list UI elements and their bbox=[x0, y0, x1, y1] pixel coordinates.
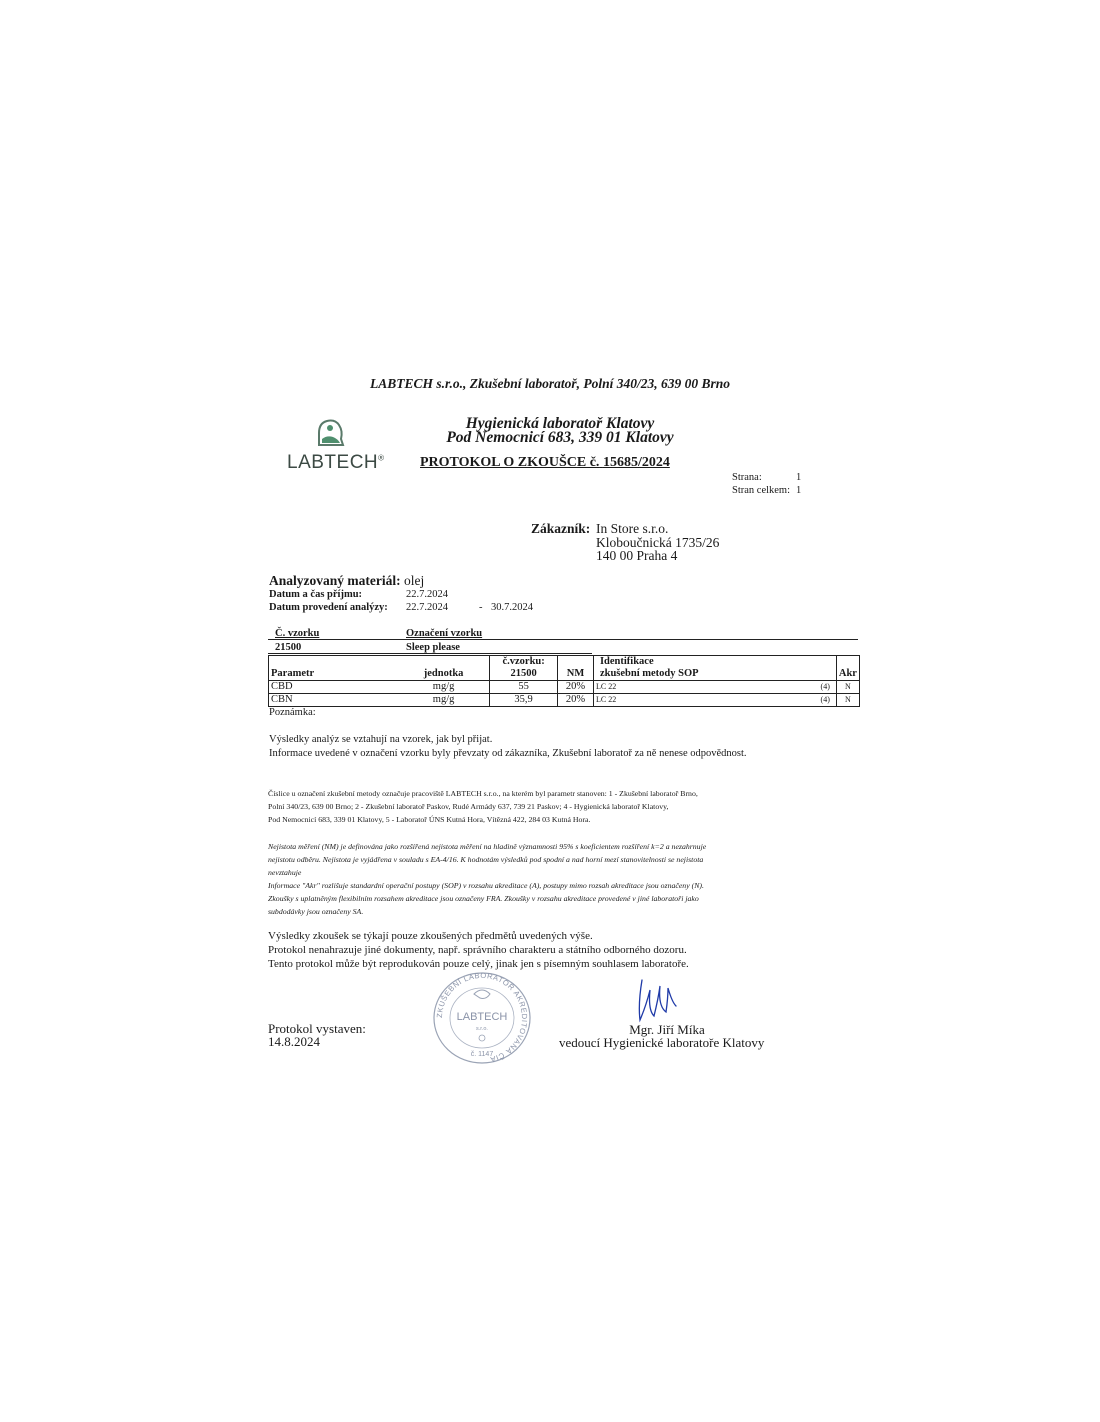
header-akr: Akr bbox=[836, 656, 859, 681]
header-method-top: Identifikace bbox=[599, 656, 654, 667]
sample-header-rule bbox=[268, 639, 858, 640]
stamp-sub-text: s.r.o. bbox=[476, 1026, 488, 1032]
sample-number: 21500 bbox=[275, 642, 302, 653]
material-label: Analyzovaný materiál: bbox=[269, 573, 401, 588]
stamp-center-text: LABTECH bbox=[456, 1011, 508, 1023]
row-nm: 20% bbox=[558, 694, 594, 707]
accreditation-stamp bbox=[430, 970, 534, 1066]
logo-registered-mark: ® bbox=[378, 453, 385, 463]
header-nm: NM bbox=[558, 656, 594, 681]
sample-name: Sleep please bbox=[406, 642, 460, 653]
row-method bbox=[593, 681, 836, 694]
row-value: 35,9 bbox=[490, 694, 558, 707]
uncertainty-line-1: Nejistota měření (NM) je definována jako rozšířená nejistota měření na hladině významnosti 95% s koeficientem rozšíření k=2 a nezahrnuje bbox=[268, 842, 707, 851]
row-unit: mg/g bbox=[398, 694, 490, 707]
row-method bbox=[593, 694, 836, 707]
stamp-ring-text: ZKUŠEBNÍ LABORATOŘ AKREDITOVANÁ ČIA bbox=[434, 970, 530, 1065]
row-method-site: (4) bbox=[820, 695, 830, 704]
row-akr: N bbox=[836, 694, 859, 707]
page-label: Strana: bbox=[732, 472, 762, 483]
protocol-title bbox=[420, 455, 670, 471]
table-row bbox=[269, 681, 860, 694]
issued-label: Protokol vystaven: bbox=[268, 1021, 366, 1036]
analysis-to: 30.7.2024 bbox=[491, 602, 533, 613]
header-sample bbox=[490, 656, 558, 681]
signer-name: Mgr. Jiří Míka bbox=[629, 1022, 705, 1037]
labtech-logo-icon bbox=[313, 415, 347, 449]
legend-line-2: Polní 340/23, 639 00 Brno; 2 - Zkušební laboratoř Paskov, Rudé Armády 637, 739 21 Paskov; 4 - Hygienická laboratoř Klatovy, bbox=[268, 802, 669, 811]
row-method-code: LC 22 bbox=[595, 682, 617, 691]
results-table bbox=[268, 655, 860, 707]
final-line-2: Protokol nenahrazuje jiné dokumenty, např. správního charakteru a státního odborného dozoru. bbox=[268, 944, 687, 956]
analysis-label: Datum provedení analýzy: bbox=[269, 602, 388, 613]
customer-street: Kloboučnická 1735/26 bbox=[596, 535, 720, 550]
issued-date: 14.8.2024 bbox=[268, 1034, 320, 1049]
header-method-bottom: zkušební metody SOP bbox=[599, 668, 699, 679]
received-value: 22.7.2024 bbox=[406, 589, 448, 600]
uncertainty-line-3: nevztahuje bbox=[268, 868, 302, 877]
note-line-1: Výsledky analýz se vztahují na vzorek, jak byl přijat. bbox=[269, 734, 493, 745]
pages-total-label: Stran celkem: bbox=[732, 485, 791, 496]
note-line-2: Informace uvedené v označení vzorku byly převzaty od zákazníka, Zkušební laboratoř za ně nenese odpovědnost. bbox=[269, 748, 747, 759]
table-row bbox=[269, 694, 860, 707]
header-method bbox=[593, 656, 836, 681]
row-nm: 20% bbox=[558, 681, 594, 694]
akr-line-3: subdodávky jsou označeny SA. bbox=[268, 907, 364, 916]
row-value: 55 bbox=[490, 681, 558, 694]
final-line-3: Tento protokol může být reprodukován pouze celý, jinak jen s písemným souhlasem laboratoře. bbox=[268, 958, 689, 970]
row-method-site: (4) bbox=[820, 682, 830, 691]
customer-city: 140 00 Praha 4 bbox=[596, 548, 678, 563]
lab-address-header: LABTECH s.r.o., Zkušební laboratoř, Polní 340/23, 639 00 Brno bbox=[369, 376, 731, 391]
final-line-1: Výsledky zkoušek se týkají pouze zkoušených předmětů uvedených výše. bbox=[268, 930, 593, 942]
remark-label: Poznámka: bbox=[269, 707, 316, 718]
material-row bbox=[269, 573, 424, 589]
signature-image bbox=[632, 976, 682, 1026]
lab-name: Hygienická laboratoř Klatovy bbox=[465, 415, 655, 432]
header-parameter: Parametr bbox=[269, 656, 398, 681]
logo-wordmark bbox=[287, 452, 385, 474]
table-header-row bbox=[269, 656, 860, 681]
legend-line-1: Číslice u označení zkušební metody označuje pracoviště LABTECH s.r.o., na kterém byl parametr stanoven: 1 - Zkušební laboratoř Brno, bbox=[268, 789, 698, 798]
material-value: olej bbox=[403, 573, 425, 588]
row-parameter: CBN bbox=[269, 694, 398, 707]
received-label: Datum a čas příjmu: bbox=[269, 589, 363, 600]
sample-number-header: Č. vzorku bbox=[275, 628, 320, 639]
customer-name: In Store s.r.o. bbox=[596, 521, 669, 536]
signer-role: vedoucí Hygienické laboratoře Klatovy bbox=[559, 1035, 765, 1050]
lab-address: Pod Nemocnicí 683, 339 01 Klatovy bbox=[446, 429, 674, 446]
header-unit: jednotka bbox=[398, 656, 490, 681]
protocol-label: PROTOKOL O ZKOUŠCE č. bbox=[420, 455, 600, 470]
sample-row-rule bbox=[268, 653, 592, 654]
akr-line-2: Zkoušky s uplatněným flexibilním rozsahem akreditace jsou označeny FRA. Zkoušky v rozsahu akreditace provedené v jiné laboratoři jako bbox=[268, 894, 699, 903]
akr-line-1: Informace "Akr" rozlišuje standardní operační postupy (SOP) v rozsahu akreditace (A), postupy mimo rozsah akreditace jsou označeny (N). bbox=[268, 881, 704, 890]
stamp-number: č. 1147 bbox=[470, 1051, 494, 1058]
row-unit: mg/g bbox=[398, 681, 490, 694]
protocol-number: 15685/2024 bbox=[602, 455, 670, 470]
row-method-code: LC 22 bbox=[595, 695, 617, 704]
customer-label: Zákazník: bbox=[531, 521, 591, 536]
header-sample-bottom: 21500 bbox=[510, 668, 537, 679]
pages-total-value: 1 bbox=[796, 485, 802, 496]
row-parameter: CBD bbox=[269, 681, 398, 694]
page-value: 1 bbox=[796, 472, 802, 483]
analysis-from: 22.7.2024 bbox=[406, 602, 448, 613]
sample-label-header: Označení vzorku bbox=[406, 628, 483, 639]
header-sample-top: č.vzorku: bbox=[502, 656, 545, 667]
analysis-separator: - bbox=[479, 602, 483, 613]
row-akr: N bbox=[836, 681, 859, 694]
uncertainty-line-2: nejistotu odběru. Nejistota je vyjádřena v souladu s EA-4/16. K hodnotám výsledků pod spodní a nad horní mezí stanovitelnosti se nejistota bbox=[268, 855, 704, 864]
legend-line-3: Pod Nemocnicí 683, 339 01 Klatovy, 5 - Laboratoř ÚNS Kutná Hora, Vítězná 422, 284 03 Kutná Hora. bbox=[268, 815, 591, 824]
logo-text: LABTECH bbox=[287, 452, 379, 473]
